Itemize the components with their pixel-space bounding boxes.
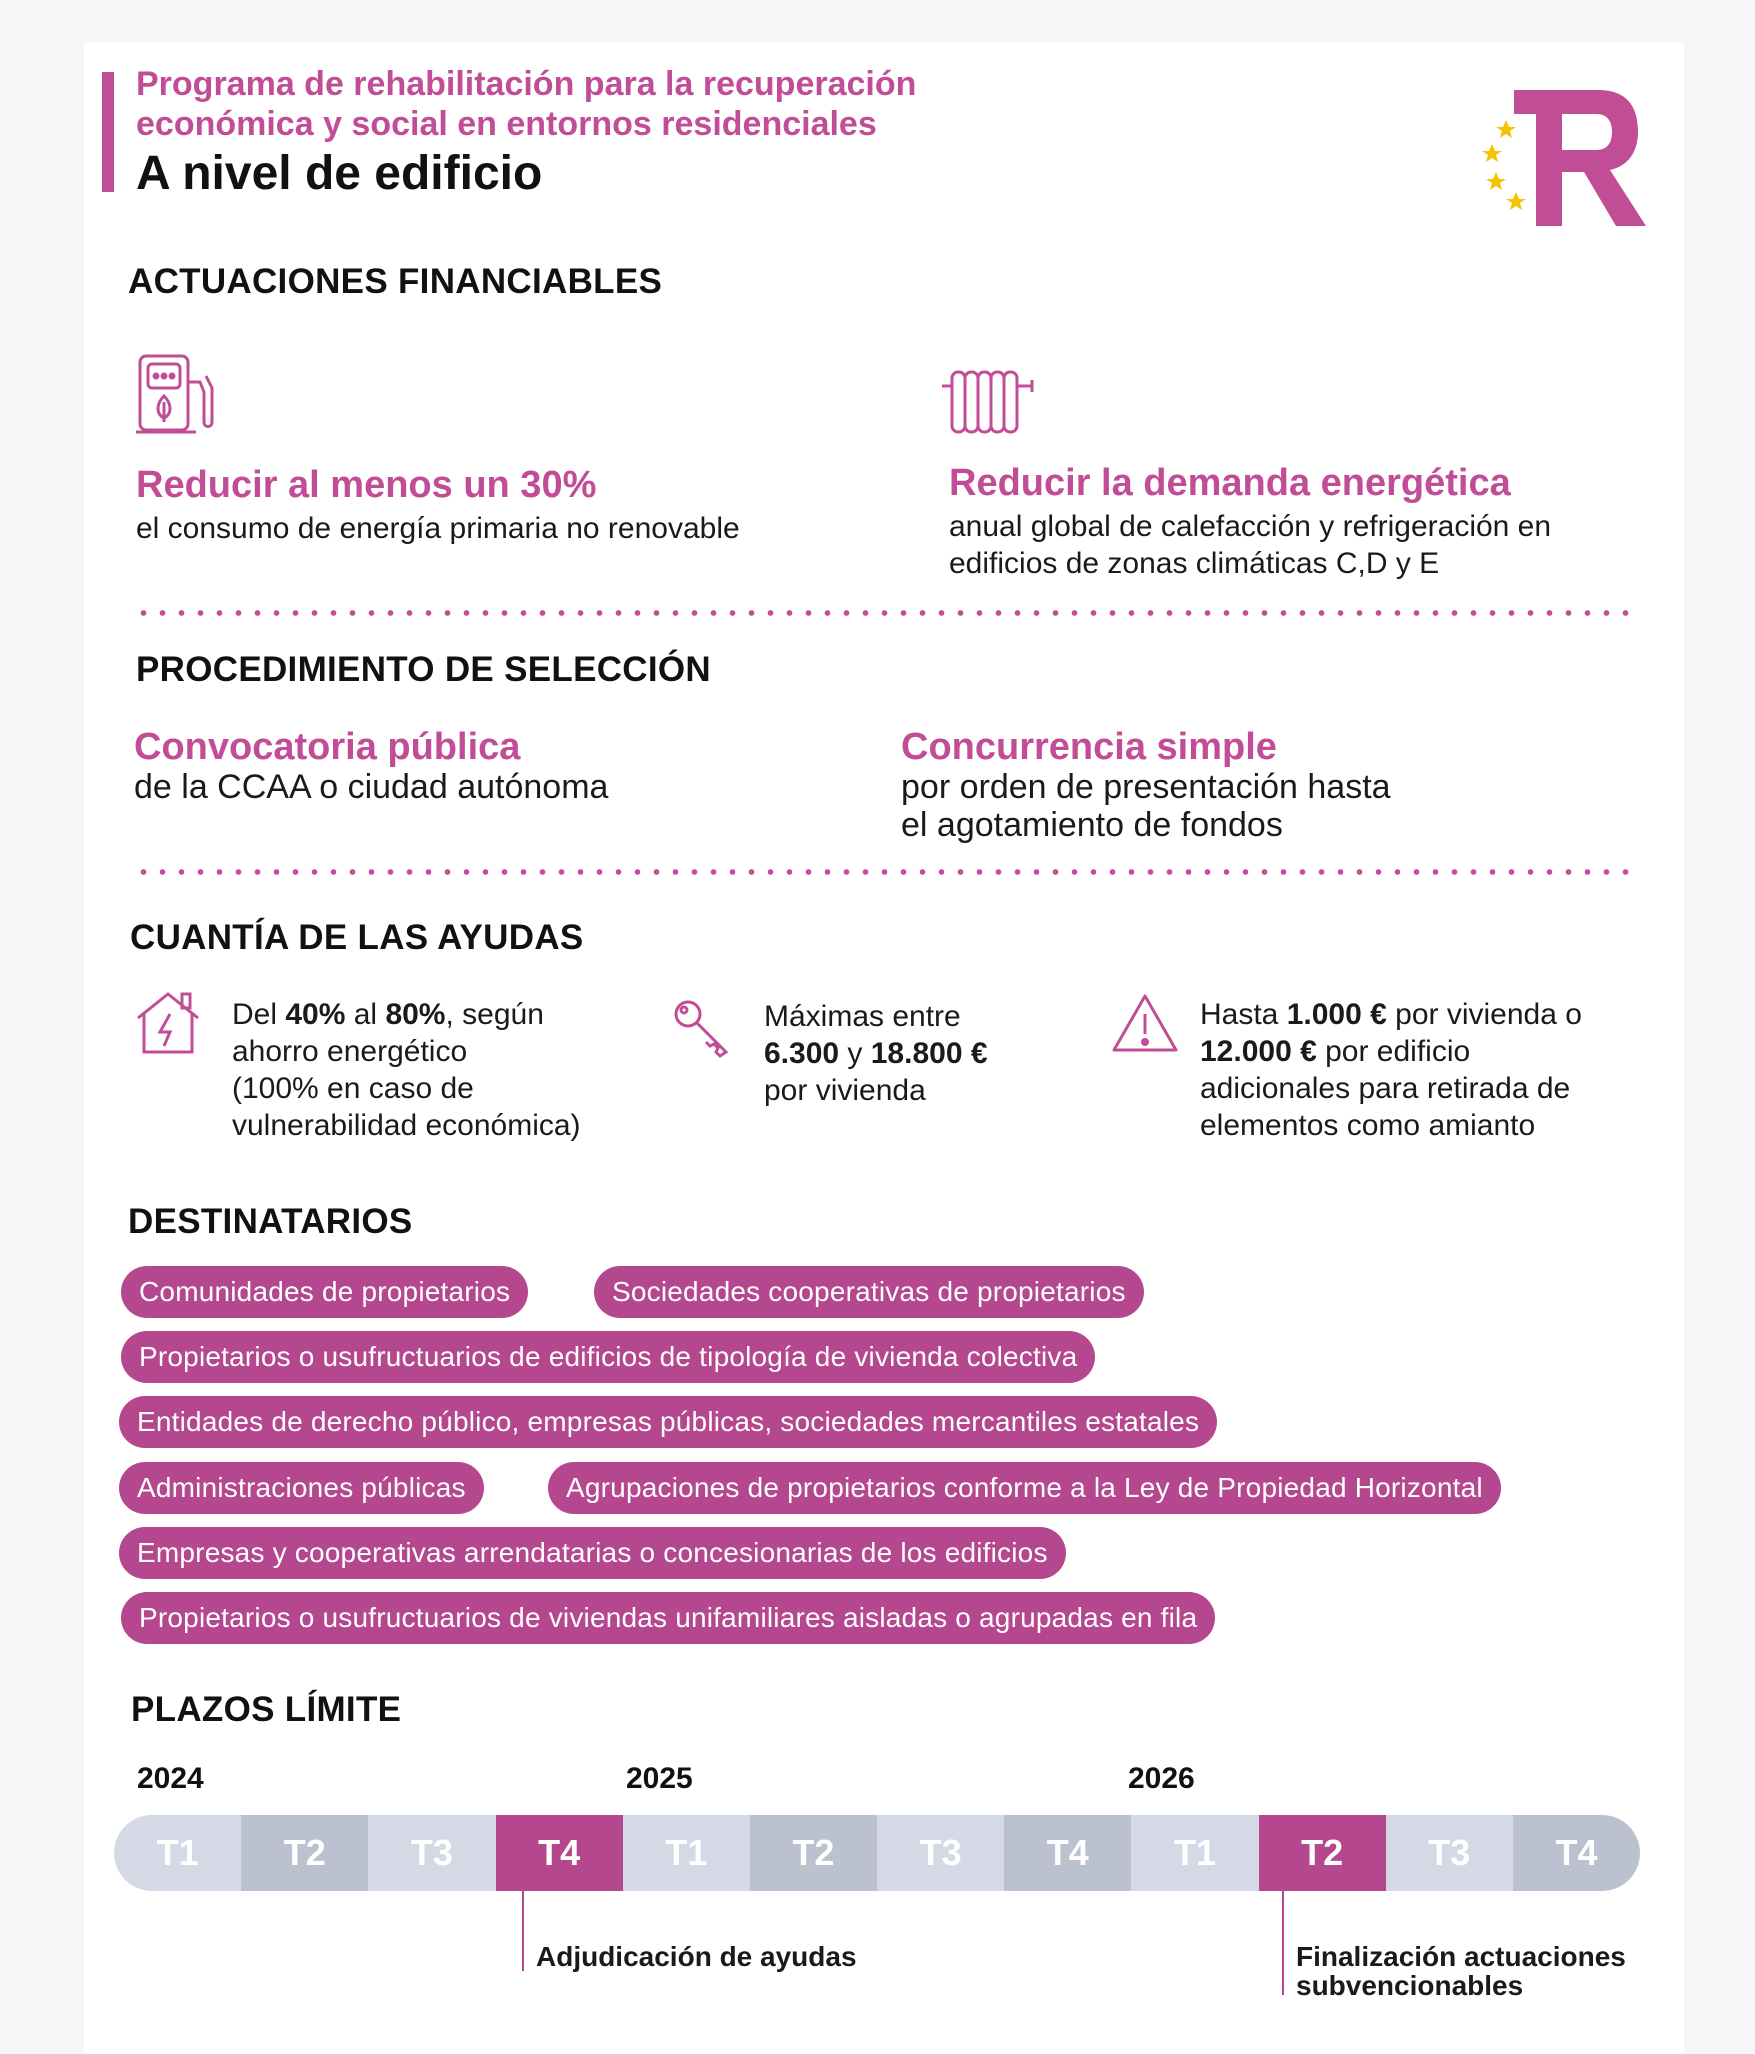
cuantia-1-line-4: vulnerabilidad económica) (232, 1109, 581, 1142)
cuantia-2-line-2: 6.300 y 18.800 € (764, 1037, 988, 1070)
milestone-line (1282, 1891, 1284, 1995)
quarter-cell: T1 (114, 1815, 241, 1891)
header-accent-bar (102, 72, 114, 192)
eu-star-4 (1506, 192, 1526, 210)
quarter-cell: T4 (1004, 1815, 1131, 1891)
radiator-icon (940, 366, 1040, 438)
actuacion-2-text (949, 508, 1649, 582)
quarter-cell: T2 (750, 1815, 877, 1891)
page-title: A nivel de edificio (136, 147, 543, 200)
warning-icon (1110, 992, 1180, 1054)
dotted-divider (134, 610, 1640, 616)
fuel-station-leaf-icon (134, 352, 218, 438)
cuantia-2-text (764, 998, 1084, 1109)
actuacion-2-highlight: Reducir la demanda energética (949, 462, 1511, 504)
key-icon (672, 998, 732, 1060)
quarter-cell: T3 (1386, 1815, 1513, 1891)
logo-text: TR (1470, 80, 1472, 81)
destinatario-pill: Empresas y cooperativas arrendatarias o concesionarias de los edificios (119, 1527, 1066, 1579)
actuacion-1-text (136, 510, 896, 547)
milestone-label-adjudicacion (536, 1942, 857, 1971)
quarter-cell: T1 (1131, 1815, 1258, 1891)
program-subtitle (136, 64, 1136, 144)
destinatario-pill: Administraciones públicas (119, 1462, 484, 1514)
milestone-label-line: Adjudicación de ayudas (536, 1941, 857, 1972)
cuantia-3-line-1: Hasta 1.000 € por vivienda o (1200, 998, 1582, 1031)
cuantia-1-text (232, 996, 672, 1144)
actuacion-1-text-line: el consumo de energía primaria no renovable (136, 512, 740, 545)
quarter-cell-highlighted: T2 (1259, 1815, 1386, 1891)
eu-star-1 (1496, 120, 1516, 138)
year-label: 2026 (1128, 1762, 1195, 1795)
quarter-cell-highlighted: T4 (496, 1815, 623, 1891)
eu-star-3 (1486, 172, 1506, 190)
destinatario-pill: Entidades de derecho público, empresas públicas, sociedades mercantiles estatales (119, 1396, 1217, 1448)
destinatario-pill: Sociedades cooperativas de propietarios (594, 1266, 1144, 1318)
year-label: 2024 (137, 1762, 204, 1795)
house-energy-icon (134, 990, 202, 1056)
section-heading-plazos: PLAZOS LÍMITE (131, 1690, 402, 1729)
section-heading-destinatarios: DESTINATARIOS (128, 1202, 413, 1241)
cuantia-2-line-1: Máximas entre (764, 1000, 961, 1033)
procedimiento-2-text-line-2: el agotamiento de fondos (901, 806, 1283, 844)
quarter-cell: T1 (623, 1815, 750, 1891)
subtitle-line-1: Programa de rehabilitación para la recuperación (136, 65, 917, 103)
subtitle-line-2: económica y social en entornos residenciales (136, 105, 877, 143)
section-heading-actuaciones: ACTUACIONES FINANCIABLES (128, 262, 663, 301)
milestone-label-line-1: Finalización actuaciones (1296, 1941, 1626, 1972)
procedimiento-1-highlight: Convocatoria pública (134, 726, 521, 768)
procedimiento-2-highlight: Concurrencia simple (901, 726, 1277, 768)
quarter-cell: T2 (241, 1815, 368, 1891)
milestone-label-finalizacion (1296, 1942, 1626, 2000)
year-label: 2025 (626, 1762, 693, 1795)
quarter-cell: T3 (368, 1815, 495, 1891)
milestone-label-line-2: subvencionables (1296, 1970, 1524, 2001)
cuantia-1-line-1: Del 40% al 80%, según (232, 998, 544, 1031)
cuantia-1-line-3: (100% en caso de (232, 1072, 474, 1105)
cuantia-3-line-4: elementos como amianto (1200, 1109, 1536, 1142)
cuantia-1-line-2: ahorro energético (232, 1035, 468, 1068)
logo-t-stem (1536, 90, 1562, 226)
dotted-divider (134, 869, 1640, 875)
quarter-cell: T3 (877, 1815, 1004, 1891)
section-heading-procedimiento: PROCEDIMIENTO DE SELECCIÓN (136, 650, 711, 689)
destinatario-pill: Propietarios o usufructuarios de edificios de tipología de vivienda colectiva (121, 1331, 1095, 1383)
destinatario-pill: Propietarios o usufructuarios de viviendas unifamiliares aisladas o agrupadas en fila (121, 1592, 1215, 1644)
actuacion-2-text-line-2: edificios de zonas climáticas C,D y E (949, 547, 1440, 580)
destinatario-pill: Agrupaciones de propietarios conforme a la Ley de Propiedad Horizontal (548, 1462, 1501, 1514)
cuantia-2-line-3: por vivienda (764, 1074, 926, 1107)
procedimiento-1-text (134, 768, 834, 806)
destinatario-pill: Comunidades de propietarios (121, 1266, 528, 1318)
milestone-line (522, 1891, 524, 1971)
section-heading-cuantia: CUANTÍA DE LAS AYUDAS (130, 918, 584, 957)
cuantia-3-line-2: 12.000 € por edificio (1200, 1035, 1471, 1068)
quarter-cell: T4 (1513, 1815, 1640, 1891)
actuacion-2-text-line-1: anual global de calefacción y refrigeración en (949, 510, 1552, 543)
actuacion-1-highlight: Reducir al menos un 30% (136, 464, 597, 506)
cuantia-3-line-3: adicionales para retirada de (1200, 1072, 1571, 1105)
quarter-timeline (114, 1815, 1640, 1891)
cuantia-3-text (1200, 996, 1660, 1144)
eu-star-2 (1482, 144, 1502, 162)
procedimiento-2-text-line-1: por orden de presentación hasta (901, 768, 1391, 806)
procedimiento-1-text-line: de la CCAA o ciudad autónoma (134, 768, 609, 806)
logo-r-bowl (1562, 90, 1646, 226)
procedimiento-2-text (901, 768, 1601, 844)
tr-logo (1470, 80, 1660, 230)
